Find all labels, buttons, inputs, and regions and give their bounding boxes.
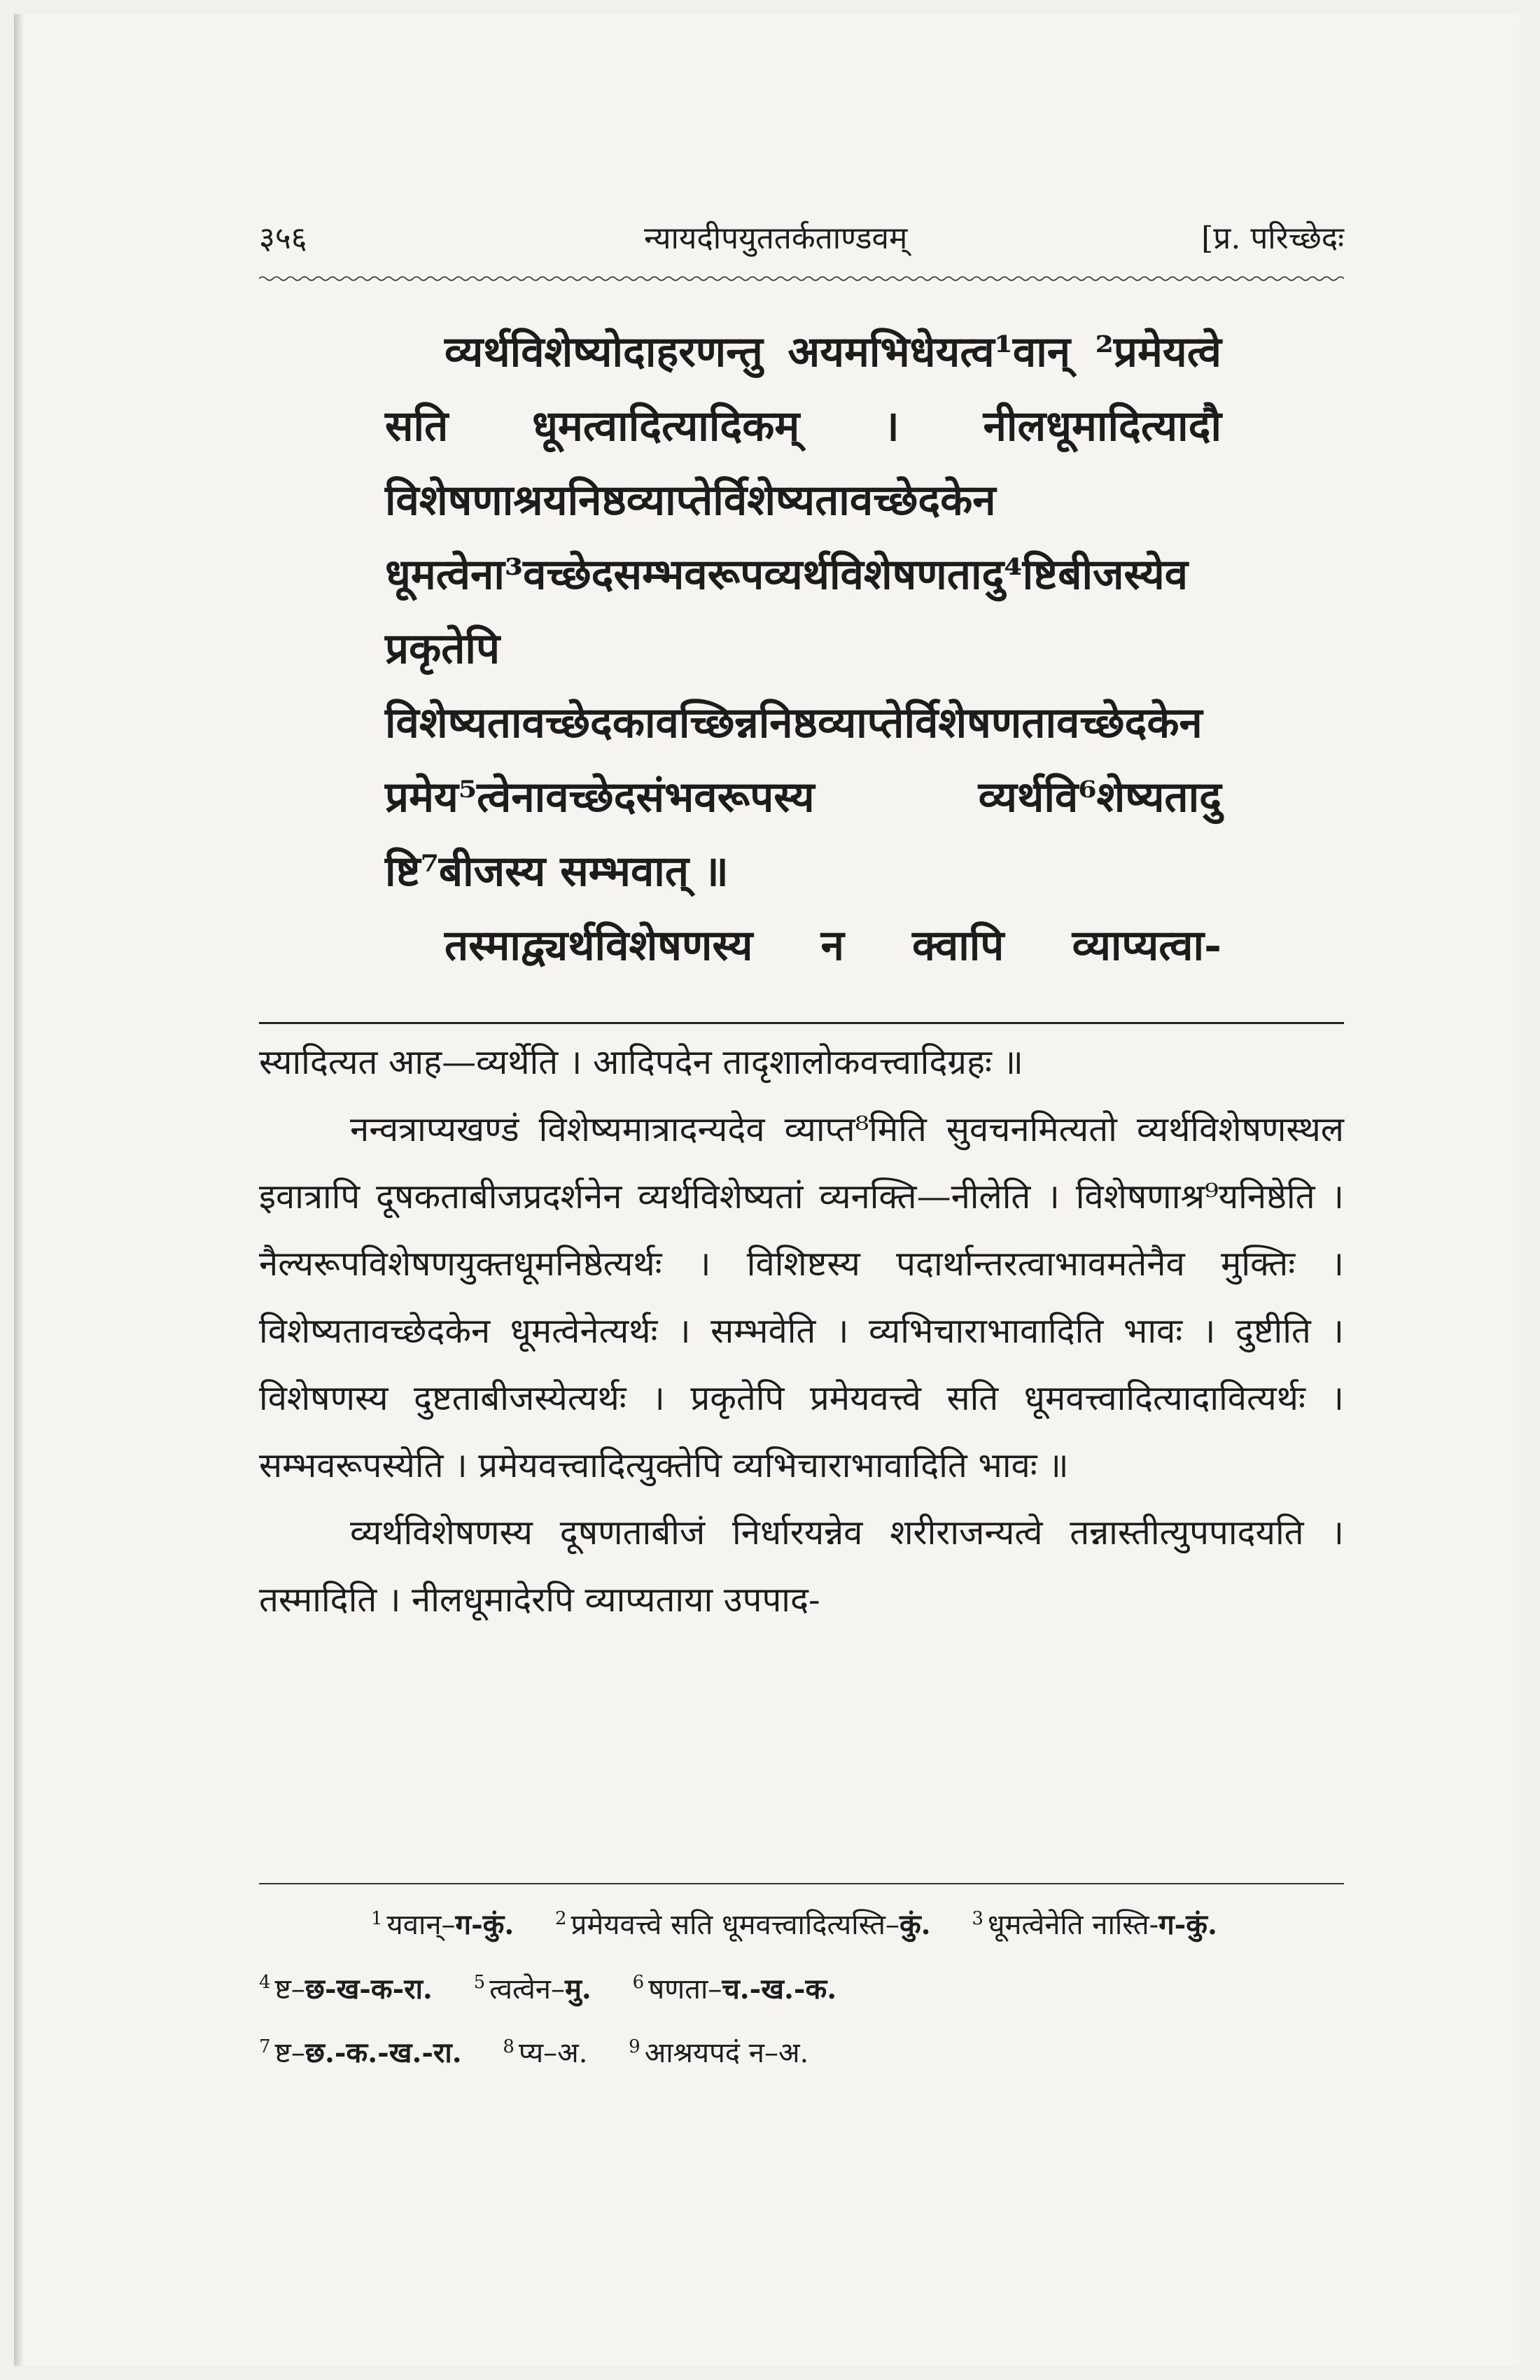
section-marker: [प्र. परिच्छेदः: [1201, 220, 1344, 256]
footnote-line: [259, 1954, 1344, 2017]
commentary-block: [259, 1029, 1344, 1634]
main-paragraph: तस्माद्व्यर्थविशेषणस्य न क्वापि व्याप्यत्वा-: [444, 921, 1222, 970]
commentary-paragraph: स्यादित्यत आह—व्यर्थेति । आदिपदेन तादृशालोकवत्त्वादिग्रहः ॥: [259, 1042, 1023, 1082]
footnote: $^8$ प्य–अ.: [503, 2036, 588, 2069]
text-commentary-divider: [259, 1022, 1344, 1024]
footnote-line: [259, 1890, 1344, 1954]
running-title: न्यायदीपयुततर्कताण्डवम्: [644, 220, 908, 256]
footnote: $^2$ प्रमेयवत्त्वे सति धूमवत्त्वादित्यस्ति–कुं.: [555, 1908, 931, 1942]
commentary-paragraph: नन्वत्राप्यखण्डं विशेष्यमात्रादन्यदेव व्याप्त⁸मिति सुवचनमित्यतो व्यर्थविशेषणस्थल इवात्रापि दूषकताबीजप्रदर्शनेन व्यर्थविशेष्यतां व्यनक्ति—नीलेति । विशेषणाश्र⁹यनिष्ठेति । नैल्यरूपविशेषणयुक्तधूमनिष्ठेत्यर्थः । विशिष्टस्य पदार्थान्तरत्वाभावमतेनैव मुक्तिः । विशेष्यतावच्छेदकेन धूमत्वेनेत्यर्थः । सम्भवेति । व्यभिचाराभावादिति भावः । दुष्टीति । विशेषणस्य दुष्टताबीजस्येत्यर्थः । प्रकृतेपि प्रमेयवत्त्वे सति धूमवत्त्वादित्यादावित्यर्थः । सम्भवरूपस्येति । प्रमेयवत्त्वादित्युक्तेपि व्यभिचाराभावादिति भावः ॥: [259, 1110, 1344, 1485]
footnote-divider: [259, 1883, 1344, 1884]
footnote: $^5$ त्वत्वेन–मु.: [473, 1972, 592, 2005]
main-paragraph: व्यर्थविशेष्योदाहरणन्तु अयमभिधेयत्व¹वान् ²प्रमेयत्वे सति धूमत्वादित्यादिकम् । नीलधूमादित्यादौ विशेषणाश्रयनिष्ठव्याप्तेर्विशेष्यतावच्छेदकेन धूमत्वेना³वच्छेदसम्भवरूपव्यर्थविशेषणतादु⁴ष्टिबीजस्येव प्रकृतेपि विशेष्यतावच्छेदकावच्छिन्ननिष्ठव्याप्तेर्विशेषणतावच्छेदकेन प्रमेय⁵त्वेनावच्छेदसंभवरूपस्य व्यर्थवि⁶शेष्यतादु ष्टि⁷बीजस्य सम्भवात् ॥: [385, 328, 1222, 896]
footnote: $^9$ आश्रयपदं न–अ.: [629, 2036, 809, 2069]
footnote: $^1$ यवान्–ग-कुं.: [371, 1908, 514, 1942]
running-head: [259, 210, 1344, 259]
wavy-rule: [259, 274, 1344, 283]
page-number: ३५६: [259, 220, 307, 256]
footnote: $^6$ षणता–च.-ख.-क.: [632, 1972, 837, 2005]
footnotes-block: [259, 1890, 1344, 2082]
footnote-line: [259, 2018, 1344, 2082]
footnote: $^4$ ष्ट–छ-ख-क-रा.: [259, 1972, 433, 2005]
commentary-paragraph: व्यर्थविशेषणस्य दूषणताबीजं निर्धारयन्नेव शरीराजन्यत्वे तन्नास्तीत्युपपादयति । तस्मादिति । नीलधूमादेरपि व्याप्यताया उपपाद-: [259, 1513, 1344, 1620]
main-text-block: [385, 315, 1222, 983]
footnote: $^7$ ष्ट–छ.-क.-ख.-रा.: [259, 2036, 462, 2069]
footnote: $^3$ धूमत्वेनेति नास्ति-ग-कुं.: [972, 1908, 1217, 1942]
